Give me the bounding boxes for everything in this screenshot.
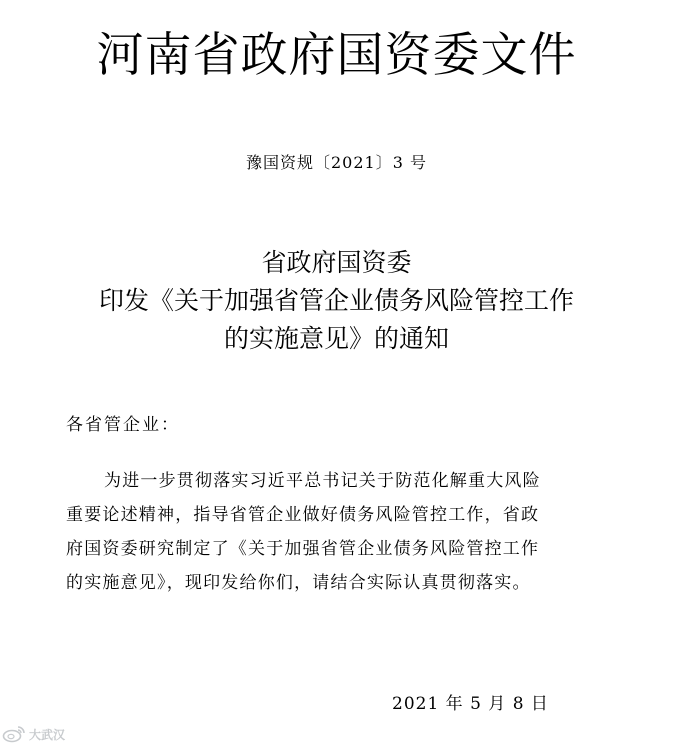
body-line-1: 为进一步贯彻落实习近平总书记关于防范化解重大风险: [104, 471, 541, 491]
weibo-logo-icon: [2, 725, 26, 743]
watermark: [2, 724, 65, 744]
body-line-4: 的实施意见》，现印发给你们，请结合实际认真贯彻落实。: [66, 573, 531, 593]
notice-title-line-3: 的实施意见》的通知: [223, 324, 449, 353]
watermark-text: 大武汉: [29, 727, 66, 742]
document-header-title: 河南省政府国资委文件: [96, 28, 577, 83]
document-number: 豫国资规〔2021〕3 号: [246, 153, 427, 172]
body-line-3: 府国资委研究制定了《关于加强省管企业债务风险管控工作: [66, 539, 540, 559]
notice-title: [0, 244, 673, 358]
notice-title-line-1: 省政府国资委: [261, 248, 412, 277]
notice-title-line-2: 印发《关于加强省管企业债务风险管控工作: [98, 286, 574, 315]
salutation: 各省管企业：: [66, 415, 180, 435]
issue-date: 2021 年 5 月 8 日: [392, 694, 549, 714]
body-line-2: 重要论述精神，指导省管企业做好债务风险管控工作，省政: [66, 505, 540, 525]
body-paragraph: [66, 464, 606, 600]
